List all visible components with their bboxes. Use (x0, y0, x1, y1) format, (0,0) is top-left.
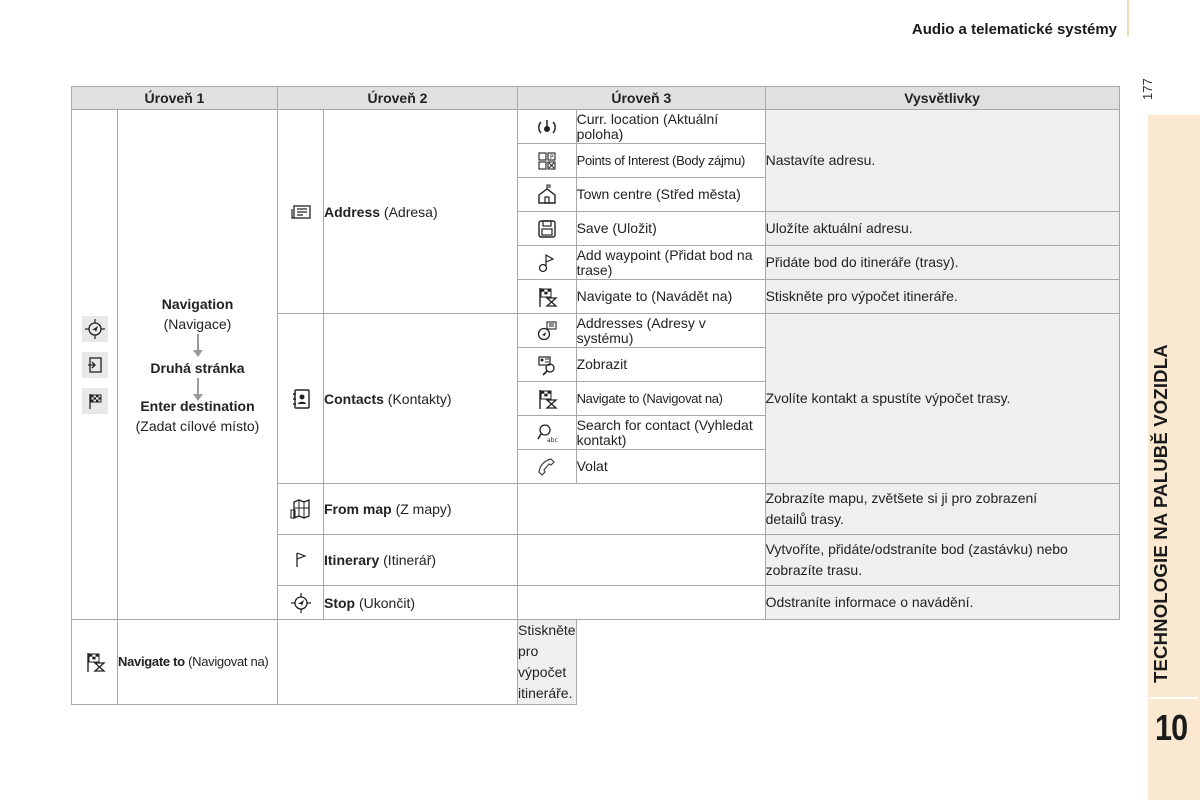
header-level1: Úroveň 1 (72, 87, 278, 110)
header-explanation: Vysvětlivky (765, 87, 1119, 110)
table-row (72, 620, 1120, 705)
arrow-down-icon (193, 334, 203, 358)
itinerary-flag-icon (278, 535, 324, 586)
header-level3: Úroveň 3 (518, 87, 766, 110)
contacts-icon (278, 314, 324, 484)
header-rule (1127, 0, 1129, 36)
navigation-sublabel: (Navigace) (163, 315, 232, 332)
contacts-label: Contacts (324, 390, 384, 407)
navigate-sublabel: (Navigovat na) (184, 654, 269, 669)
explanation-navigate-final: Stiskněte pro výpočet itineráře. (518, 620, 577, 705)
explanation-save: Uložíte aktuální adresu. (765, 212, 1119, 246)
explanation-waypoint: Přidáte bod do itineráře (trasy). (765, 246, 1119, 280)
address-menu-item[interactable] (324, 110, 518, 314)
address-sublabel: (Adresa) (380, 203, 438, 220)
navigate-flag-icon (72, 620, 118, 705)
explanation-set-address: Nastavíte adresu. (765, 110, 1119, 212)
exit-page-icon (82, 352, 108, 378)
explanation-from-map (765, 484, 1119, 535)
enter-destination-label: Enter destination (140, 397, 255, 414)
explanation-line: Zobrazíte mapu, zvětšete si ji pro zobrazení (765, 490, 1038, 506)
save-icon (518, 212, 577, 246)
navigate-menu-item[interactable] (118, 620, 278, 705)
contacts-sublabel: (Kontakty) (383, 390, 452, 407)
explanation-line: zobrazíte trasu. (765, 562, 863, 578)
phone-icon (518, 450, 577, 484)
navigate-label: Navigate to (118, 654, 185, 669)
addresses-item[interactable]: Addresses (Adresy v systému) (576, 314, 765, 348)
current-location-item[interactable]: Curr. location (Aktuální poloha) (576, 110, 765, 144)
explanation-navigate: Stiskněte pro výpočet itineráře. (765, 280, 1119, 314)
empty-cell (518, 484, 766, 535)
from-map-sublabel: (Z mapy) (391, 501, 452, 517)
header-level2: Úroveň 2 (278, 87, 518, 110)
explanation-contact: Zvolíte kontakt a spustíte výpočet trasy. (765, 314, 1119, 484)
add-waypoint-icon (518, 246, 577, 280)
search-contact-item[interactable]: Search for contact (Vyhledat kontakt) (576, 416, 765, 450)
stop-label: Stop (324, 594, 356, 611)
explanation-line: Vytvoříte, přidáte/odstraníte bod (zastávku) nebo (765, 541, 1068, 557)
svg-text:abc: abc (546, 436, 558, 444)
points-of-interest-item[interactable]: Points of Interest (Body zájmu) (576, 144, 765, 178)
town-centre-item[interactable]: Town centre (Střed města) (576, 178, 765, 212)
level1-text-cell (118, 110, 278, 620)
from-map-menu-item[interactable] (324, 484, 518, 535)
chapter-title: TECHNOLOGIE NA PALUBĚ VOZIDLA (1150, 344, 1171, 683)
save-item[interactable]: Save (Uložit) (576, 212, 765, 246)
call-item[interactable]: Volat (576, 450, 765, 484)
town-centre-icon (518, 178, 577, 212)
itinerary-label: Itinerary (324, 552, 380, 568)
section-title: Audio a telematické systémy (911, 21, 1117, 38)
navigation-label: Navigation (161, 295, 234, 312)
view-contact-icon (518, 348, 577, 382)
checkered-flag-icon (82, 388, 108, 414)
navigate-to-contact-item[interactable]: Navigate to (Navigovat na) (576, 382, 765, 416)
addresses-icon (518, 314, 577, 348)
empty-cell (518, 535, 766, 586)
svg-text:P: P (549, 153, 554, 161)
map-icon (278, 484, 324, 535)
navigate-flag-icon (518, 382, 577, 416)
explanation-stop: Odstraníte informace o navádění. (765, 586, 1119, 620)
table-row (72, 110, 1120, 144)
from-map-label: From map (324, 501, 392, 517)
navigate-flag-icon (518, 280, 577, 314)
search-contact-icon (518, 416, 577, 450)
navigation-menu-table (71, 86, 1120, 705)
stop-menu-item[interactable] (324, 586, 518, 620)
itinerary-sublabel: (Itinerář) (379, 552, 437, 568)
page-number: 177 (1140, 78, 1155, 100)
points-of-interest-icon (518, 144, 577, 178)
current-location-icon (518, 110, 577, 144)
empty-cell (518, 586, 766, 620)
chapter-number: 10 (1155, 707, 1188, 748)
crosshair-icon (278, 586, 324, 620)
navigate-to-item[interactable]: Navigate to (Navádět na) (576, 280, 765, 314)
address-icon (278, 110, 324, 314)
enter-destination-sublabel: (Zadat cílové místo) (135, 417, 260, 434)
explanation-itinerary (765, 535, 1119, 586)
chapter-rule (1150, 697, 1198, 699)
view-item[interactable]: Zobrazit (576, 348, 765, 382)
itinerary-menu-item[interactable] (324, 535, 518, 586)
crosshair-icon (82, 316, 108, 342)
explanation-line: detailů trasy. (765, 511, 844, 527)
contacts-menu-item[interactable] (324, 314, 518, 484)
address-label: Address (324, 203, 381, 220)
table-header-row (72, 87, 1120, 110)
second-page-label: Druhá stránka (150, 359, 245, 376)
empty-cell (278, 620, 518, 705)
level1-icons-cell (72, 110, 118, 620)
stop-sublabel: (Ukončit) (355, 594, 416, 611)
add-waypoint-item[interactable]: Add waypoint (Přidat bod na trase) (576, 246, 765, 280)
